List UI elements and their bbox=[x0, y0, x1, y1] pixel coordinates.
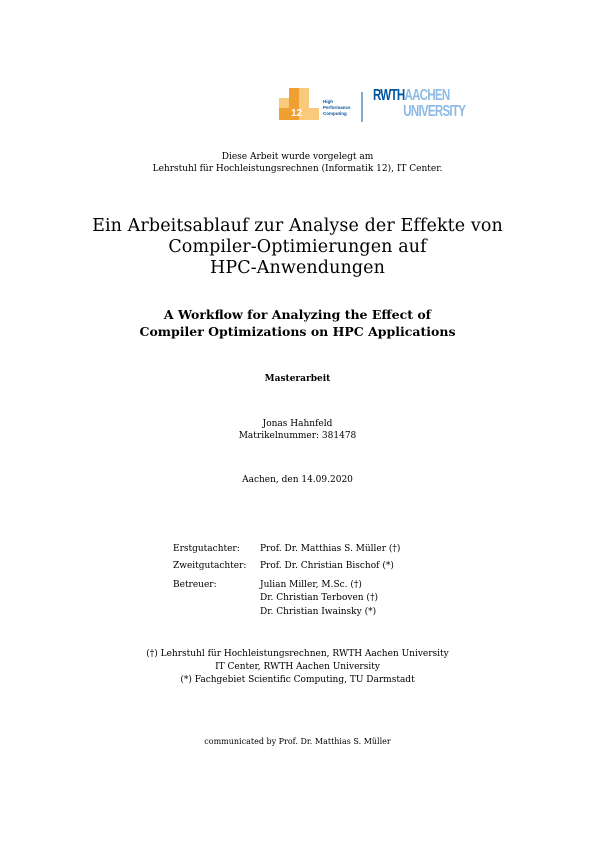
aachen-wordmark: AACHEN bbox=[404, 87, 450, 104]
title-en-line-2: Compiler Optimizations on HPC Applications bbox=[139, 324, 456, 339]
second-reviewer-label: Zweitgutachter: bbox=[173, 561, 247, 571]
advisor: Dr. Christian Terboven (†) bbox=[260, 593, 378, 603]
first-reviewer-label: Erstgutachter: bbox=[173, 544, 240, 554]
advisor: Julian Miller, M.Sc. (†) bbox=[260, 580, 362, 590]
affiliations-block bbox=[0, 648, 595, 687]
hpc-digit: 12 bbox=[291, 108, 303, 119]
title-de bbox=[0, 216, 595, 279]
intro-block bbox=[0, 151, 595, 175]
title-de-line-2: Compiler-Optimierungen auf bbox=[168, 237, 427, 257]
affiliation-line-1: (†) Lehrstuhl für Hochleistungsrechnen, RWTH Aachen University bbox=[146, 649, 449, 659]
advisor: Dr. Christian Iwainsky (*) bbox=[260, 607, 377, 617]
title-de-line-1: Ein Arbeitsablauf zur Analyse der Effekte von bbox=[92, 216, 503, 236]
logo-banner bbox=[277, 88, 487, 124]
affiliation-line-3: (*) Fachgebiet Scientific Computing, TU Darmstadt bbox=[180, 675, 415, 685]
rwth-line-1 bbox=[373, 88, 465, 104]
title-en bbox=[0, 306, 595, 340]
matriculation-number: Matrikelnummer: 381478 bbox=[238, 431, 357, 441]
advisor-label: Betreuer: bbox=[173, 580, 217, 590]
author-name: Jonas Hahnfeld bbox=[262, 419, 333, 429]
communicated-by: communicated by Prof. Dr. Matthias S. Müller bbox=[204, 737, 391, 746]
place-date: Aachen, den 14.09.2020 bbox=[242, 475, 353, 485]
hpc-text-line: Performance bbox=[323, 105, 351, 110]
second-reviewer: Prof. Dr. Christian Bischof (*) bbox=[260, 561, 394, 571]
author-block bbox=[0, 418, 595, 442]
title-en-line-1: A Workflow for Analyzing the Effect of bbox=[163, 307, 432, 322]
intro-line-1: Diese Arbeit wurde vorgelegt am bbox=[221, 152, 374, 162]
title-de-line-3: HPC-Anwendungen bbox=[210, 258, 385, 278]
affiliation-line-2: IT Center, RWTH Aachen University bbox=[215, 662, 380, 672]
first-reviewer: Prof. Dr. Matthias S. Müller (†) bbox=[260, 544, 401, 554]
rwth-wordmark: RWTH bbox=[373, 87, 405, 104]
intro-line-2: Lehrstuhl für Hochleistungsrechnen (Informatik 12), IT Center. bbox=[152, 164, 443, 174]
thesis-type: Masterarbeit bbox=[264, 374, 331, 384]
rwth-line-2: UNIVERSITY bbox=[403, 103, 466, 120]
hpc-text-line: Computing bbox=[323, 111, 347, 116]
hpc-text-line: High bbox=[323, 99, 333, 104]
rwth-logo bbox=[373, 88, 465, 120]
hpc-text bbox=[323, 99, 351, 117]
